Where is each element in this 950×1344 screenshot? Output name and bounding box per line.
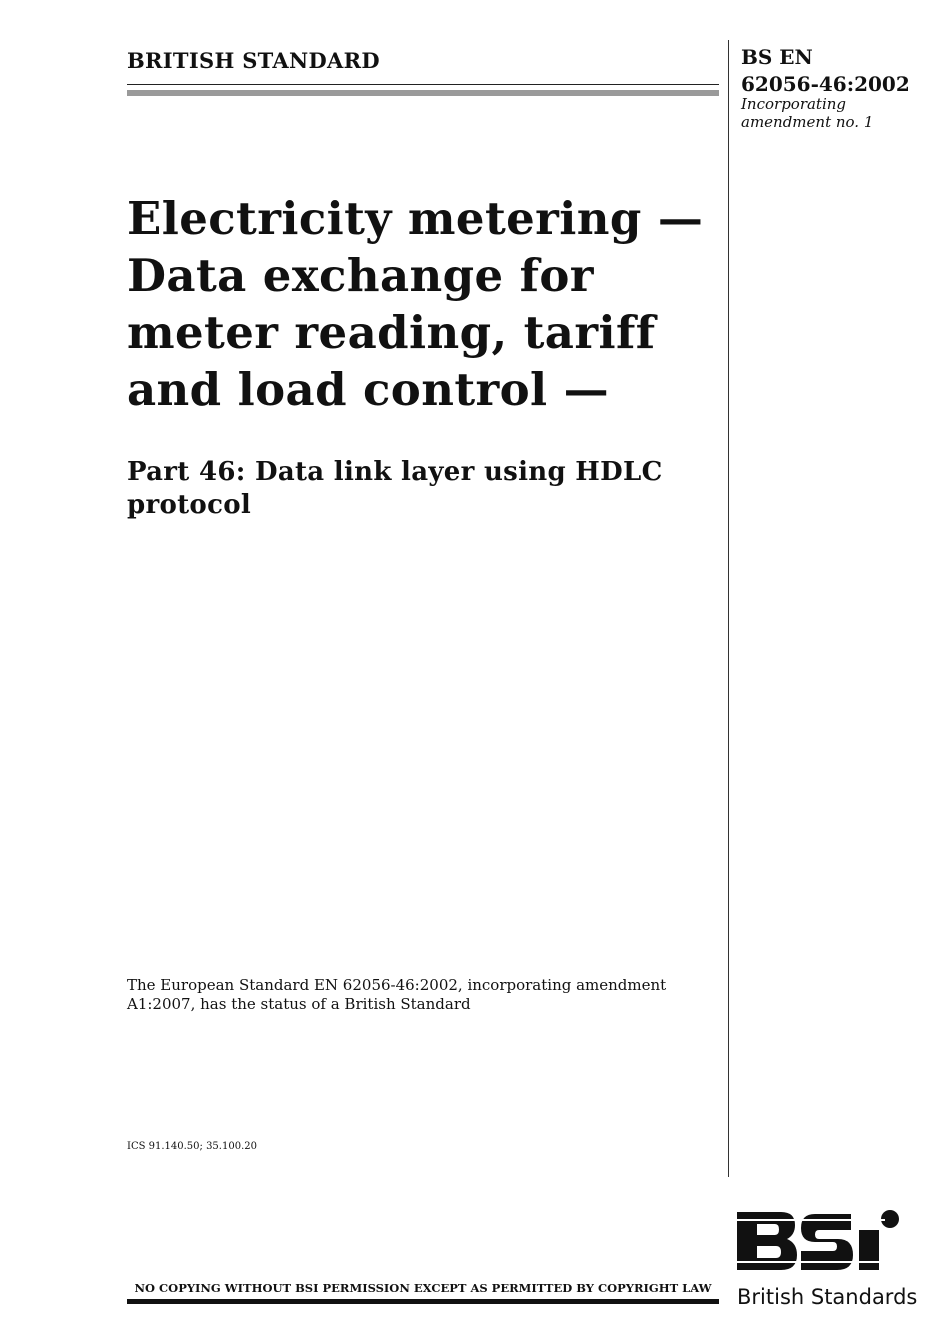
copyright-notice: NO COPYING WITHOUT BSI PERMISSION EXCEPT AS PERMITTED BY COPYRIGHT LAW bbox=[134, 1281, 712, 1295]
bsi-wordmark: British Standards bbox=[737, 1285, 918, 1309]
main-title bbox=[127, 190, 703, 418]
amendment-note bbox=[741, 95, 873, 131]
amendment-note-line-2: amendment no. 1 bbox=[741, 113, 874, 131]
standard-number bbox=[741, 44, 910, 98]
main-title-line: meter reading, tariff bbox=[127, 306, 656, 359]
part-title-line: Part 46: Data link layer using HDLC bbox=[127, 457, 663, 487]
status-statement-line: A1:2007, has the status of a British Standard bbox=[127, 995, 471, 1013]
document-type-label: BRITISH STANDARD bbox=[127, 48, 380, 73]
part-title bbox=[127, 456, 663, 522]
main-title-line: Electricity metering — bbox=[127, 192, 704, 245]
standard-number-line-1: BS EN bbox=[741, 45, 813, 69]
bsi-logo-icon bbox=[735, 1208, 905, 1278]
header-gray-rule bbox=[127, 90, 719, 96]
standard-number-line-2: 62056-46:2002 bbox=[741, 72, 910, 96]
part-title-line: protocol bbox=[127, 490, 252, 520]
ics-codes: ICS 91.140.50; 35.100.20 bbox=[127, 1141, 257, 1152]
footer-rule bbox=[127, 1299, 719, 1304]
header-thin-rule bbox=[127, 84, 719, 85]
status-statement-line: The European Standard EN 62056-46:2002, incorporating amendment bbox=[127, 976, 667, 994]
main-title-line: Data exchange for bbox=[127, 249, 594, 302]
main-title-line: and load control — bbox=[127, 363, 610, 416]
amendment-note-line-1: Incorporating bbox=[741, 95, 847, 113]
margin-vertical-rule bbox=[728, 40, 729, 1177]
status-statement bbox=[127, 976, 666, 1014]
